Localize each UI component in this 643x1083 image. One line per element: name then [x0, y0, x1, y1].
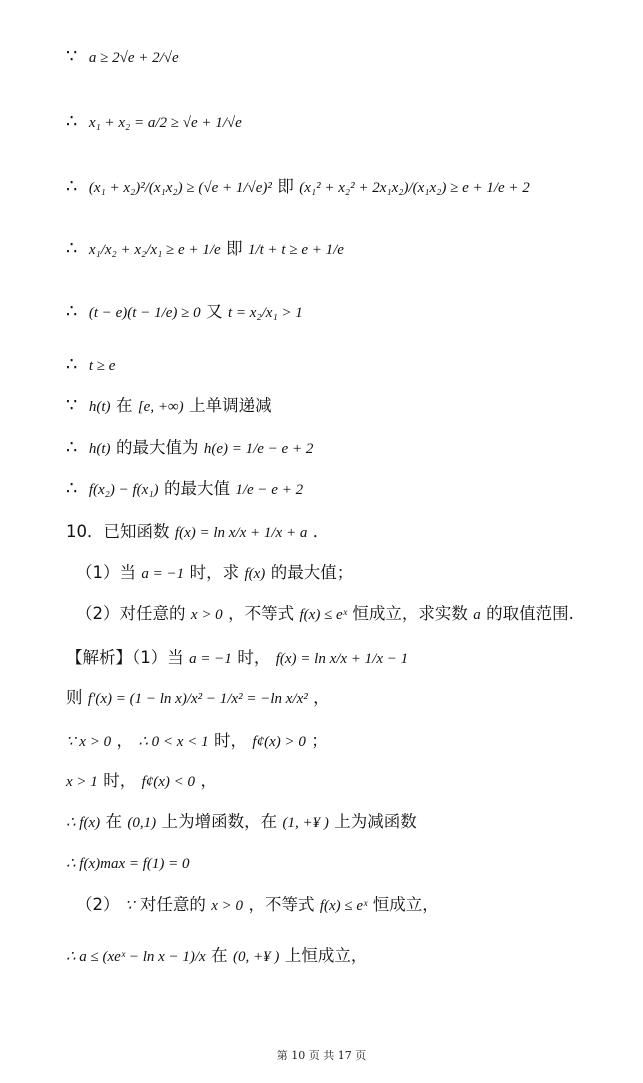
math-expr: f(x) ≤ eˣ: [299, 607, 347, 623]
math-expr: ∵: [124, 898, 135, 914]
text: 则: [66, 688, 83, 707]
text: 上为减函数: [334, 812, 417, 831]
line-2: [66, 178, 530, 196]
because-symbol: ∵: [66, 46, 78, 67]
text: 的最大值: [163, 479, 230, 498]
text: 恒成立，求实数: [352, 604, 468, 623]
text: 在: [115, 396, 133, 415]
line-7: [66, 439, 313, 457]
math-expr: (0, +¥ ): [233, 949, 280, 965]
math-expr: f(x) ≤ eˣ: [319, 898, 368, 914]
text: 的最大值；: [270, 563, 354, 582]
math-expr: f(x): [244, 566, 266, 582]
math-expr: ∵ x > 0: [66, 734, 112, 750]
text: ．: [312, 522, 330, 541]
math-expr: f(x₂) − f(x₁): [88, 482, 159, 498]
text: 时，: [214, 731, 247, 750]
line-14: [66, 733, 328, 750]
math-expr: (0,1): [127, 815, 157, 831]
line-4: [66, 303, 303, 321]
math-expr: a = −1: [189, 651, 232, 667]
line-13: [66, 690, 330, 707]
text: 在: [105, 812, 123, 831]
text: 时，求: [189, 563, 240, 582]
analysis-heading: [66, 650, 408, 667]
line-6: [66, 397, 272, 415]
line-5: [66, 356, 115, 374]
line-0: [66, 48, 179, 66]
text: 恒成立，: [372, 895, 439, 914]
text: 时，: [103, 771, 137, 790]
text: ，: [200, 771, 217, 790]
text: 在: [211, 946, 228, 965]
text: 【解析】（1）当: [66, 648, 184, 667]
therefore-symbol: ∴: [66, 111, 78, 132]
math-expr: 1/e − e + 2: [235, 482, 304, 498]
therefore-symbol: ∴: [66, 354, 78, 375]
math-expr: ∴ a ≤ (xeˣ − ln x − 1)/x: [66, 949, 206, 965]
math-expr: a: [473, 607, 481, 623]
because-symbol: ∵: [66, 395, 78, 416]
math-expr: f¢(x) > 0: [252, 734, 306, 750]
therefore-symbol: ∴: [66, 437, 78, 458]
text: 时，: [237, 648, 271, 667]
line-16: [66, 814, 417, 831]
text: （2）: [76, 895, 120, 914]
text: 上单调递减: [189, 396, 272, 415]
math-expr: x₁/x₂ + x₂/x₁ ≥ e + 1/e: [88, 242, 221, 258]
math-expr: (1, +¥ ): [282, 815, 329, 831]
text: （2）对任意的: [76, 604, 186, 623]
math-expr: h(t): [88, 399, 111, 415]
text: （1）当: [76, 563, 136, 582]
text: 上为增函数，在: [161, 812, 278, 831]
problem-number: 10．已知函数: [66, 522, 170, 541]
text: 的最大值为: [115, 438, 199, 457]
therefore-symbol: ∴: [66, 478, 78, 499]
line-17: [66, 855, 190, 872]
therefore-symbol: ∴: [66, 301, 78, 322]
math-expr: t ≥ e: [88, 358, 116, 374]
math-expr: a ≥ 2√e + 2/√e: [88, 50, 179, 66]
part-2-solution: [76, 897, 439, 914]
text: ，: [116, 731, 133, 750]
math-expr: 1/t + t ≥ e + 1/e: [247, 242, 344, 258]
text: ；: [311, 731, 328, 750]
text: ，不等式: [248, 895, 315, 914]
math-expr: h(e) = 1/e − e + 2: [203, 441, 314, 457]
text: 又: [206, 302, 223, 321]
text: 即: [277, 177, 294, 196]
text: 对任意的: [139, 895, 206, 914]
math-expr: t = x₂/x₁ > 1: [227, 305, 303, 321]
line-1: [66, 113, 242, 131]
text: ，不等式: [228, 604, 295, 623]
text: 上恒成立，: [284, 946, 368, 965]
page-footer: 第 10 页 共 17 页: [276, 1049, 367, 1062]
part-2: [76, 606, 574, 623]
math-expr: (t − e)(t − 1/e) ≥ 0: [88, 305, 201, 321]
text: ，: [313, 688, 330, 707]
math-expr: [e, +∞): [137, 399, 184, 415]
math-expr: x > 0: [190, 607, 223, 623]
text: 即: [226, 239, 243, 258]
therefore-symbol: ∴: [66, 238, 78, 259]
line-19: [66, 948, 367, 965]
math-expr: a = −1: [141, 566, 185, 582]
math-expr: x₁ + x₂ = a/2 ≥ √e + 1/√e: [88, 115, 242, 131]
math-expr: x > 1: [66, 774, 98, 790]
part-1: [76, 565, 353, 582]
math-expr: ∴ f(x)max = f(1) = 0: [66, 856, 190, 872]
math-expr: f(x) = ln x/x + 1/x + a: [174, 525, 308, 541]
math-expr: (x₁ + x₂)²/(x₁x₂) ≥ (√e + 1/√e)²: [88, 180, 272, 196]
math-expr: f¢(x) < 0: [141, 774, 196, 790]
math-expr: x > 0: [211, 898, 244, 914]
line-15: [66, 773, 217, 790]
line-3: [66, 240, 344, 258]
therefore-symbol: ∴: [66, 176, 78, 197]
math-expr: ∴ f(x): [66, 815, 101, 831]
math-expr: f′(x) = (1 − ln x)/x² − 1/x² = −ln x/x²: [87, 691, 308, 707]
math-expr: h(t): [88, 441, 111, 457]
problem-10: [66, 524, 329, 541]
line-8: [66, 480, 303, 498]
math-expr: f(x) = ln x/x + 1/x − 1: [275, 651, 409, 667]
math-expr: ∴ 0 < x < 1: [138, 734, 209, 750]
text: 的取值范围.: [486, 604, 574, 623]
math-expr: (x₁² + x₂² + 2x₁x₂)/(x₁x₂) ≥ e + 1/e + 2: [299, 180, 530, 196]
